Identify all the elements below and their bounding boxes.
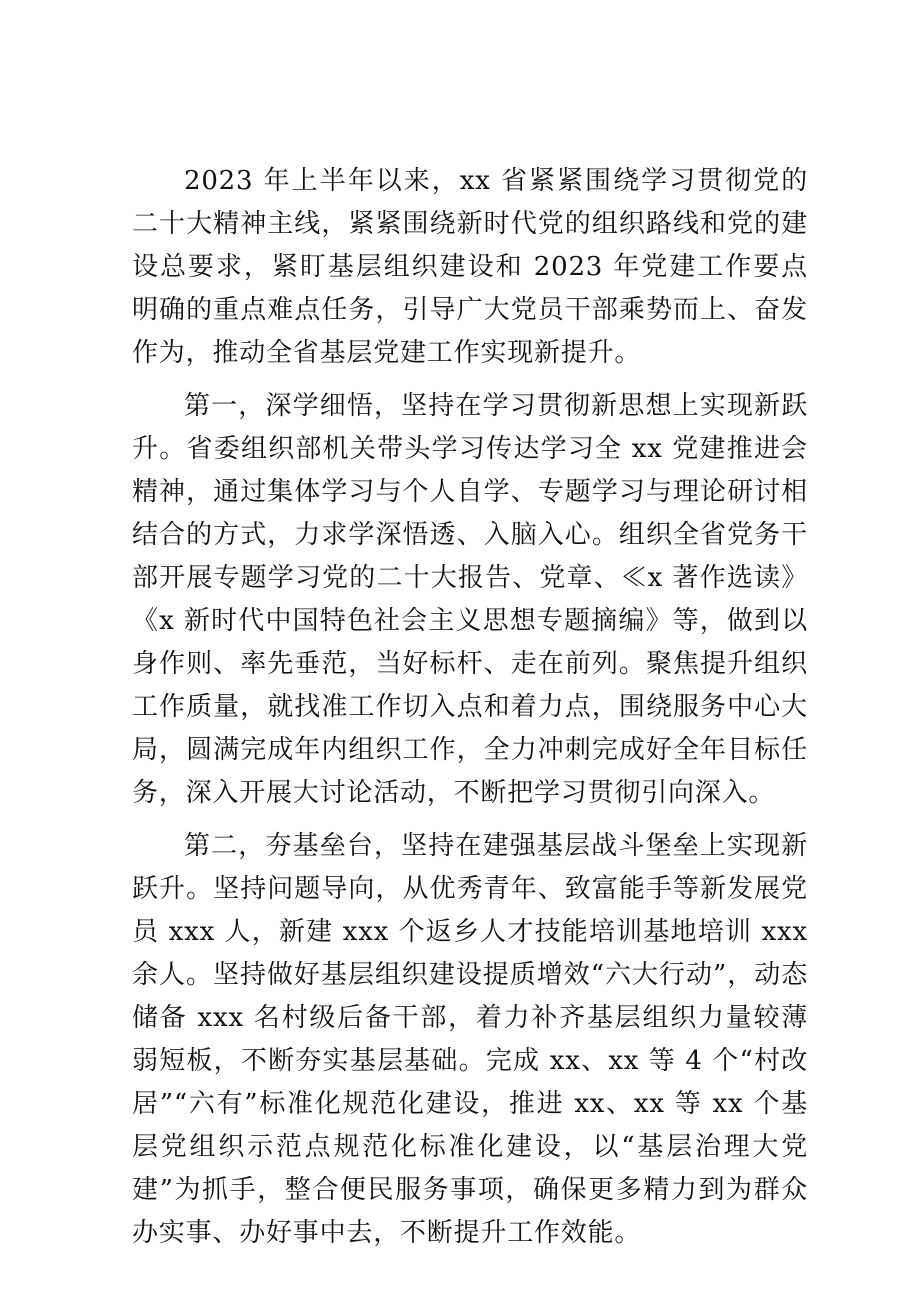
document-body — [132, 160, 808, 1255]
paragraph-intro: 2023 年上半年以来，xx 省紧紧围绕学习贯彻党的二十大精神主线，紧紧围绕新时代党的组织路线和党的建设总要求，紧盯基层组织建设和 2023 年党建工作要点明确的重点难点任务，引导广大党员干部乘势而上、奋发作为，推动全省基层党建工作实现新提升。 — [132, 166, 808, 368]
paragraph-second-point: 第二，夯基垒台，坚持在建强基层战斗堡垒上实现新跃升。坚持问题导向，从优秀青年、致富能手等新发展党员 xxx 人，新建 xxx 个返乡人才技能培训基地培训 xxx 余人。坚持做好基层组织建设提质增效“六大行动”，动态储备 xxx 名村级后备干部，着力补齐基层组织力量较薄弱短板，不断夯实基层基础。完成 xx、xx 等 4 个“村改居”“六有”标准化规范化建设，推进 xx、xx 等 xx 个基层党组织示范点规范化标准化建设，以“基层治理大党建”为抓手，整合便民服务事项，确保更多精力到为群众办实事、办好事中去，不断提升工作效能。 — [132, 831, 808, 1248]
paragraph-first-point: 第一，深学细悟，坚持在学习贯彻新思想上实现新跃升。省委组织部机关带头学习传达学习全 xx 党建推进会精神，通过集体学习与个人自学、专题学习与理论研讨相结合的方式，力求学深悟透、入脑入心。组织全省党务干部开展专题学习党的二十大报告、党章、≪x 著作选读》《x 新时代中国特色社会主义思想专题摘编》等，做到以身作则、率先垂范，当好标杆、走在前列。聚焦提升组织工作质量，就找准工作切入点和着力点，围绕服务中心大局，圆满完成年内组织工作，全力冲刺完成好全年目标任务，深入开展大讨论活动，不断把学习贯彻引向深入。 — [132, 391, 808, 808]
